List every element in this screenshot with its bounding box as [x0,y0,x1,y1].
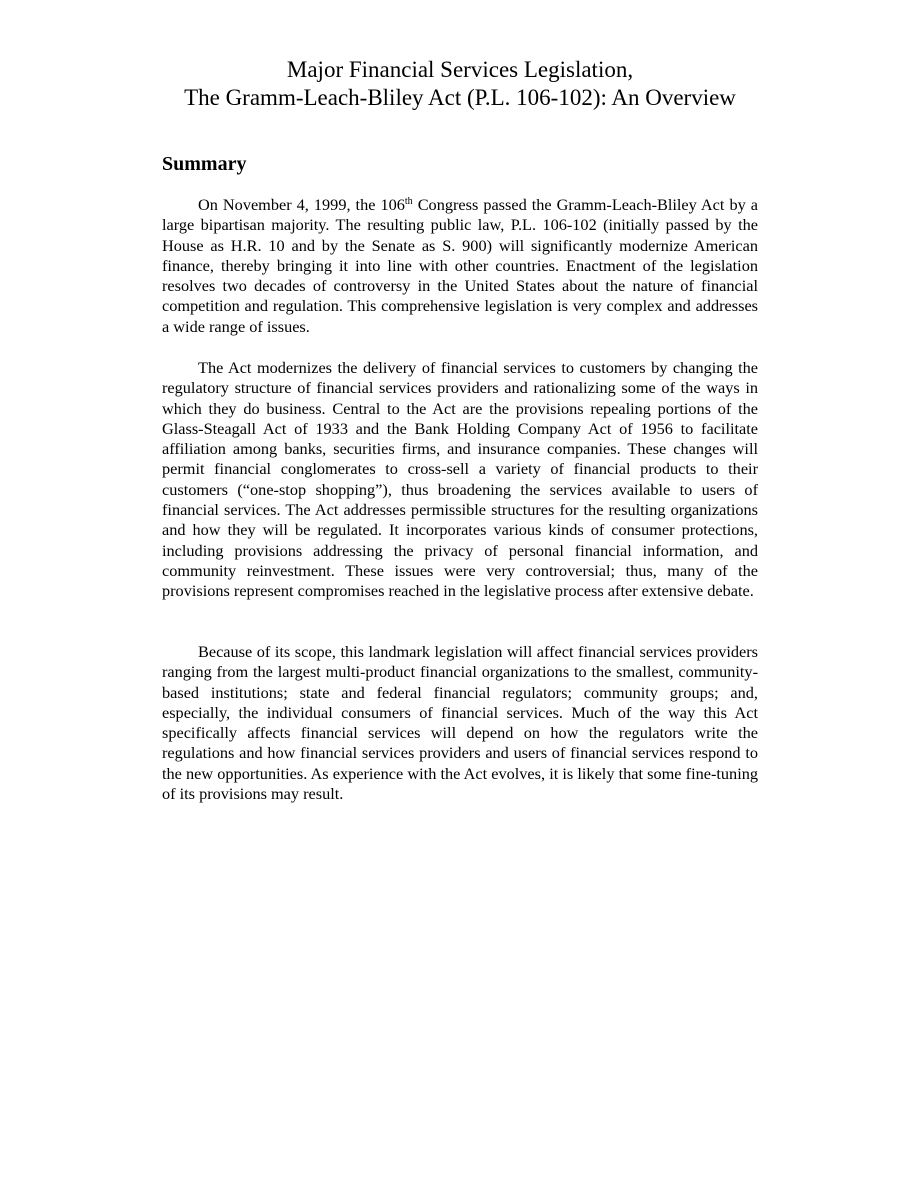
ordinal-superscript: th [404,196,413,207]
paragraph-1-text-start: On November 4, 1999, the 106 [198,195,405,214]
summary-paragraph-2: The Act modernizes the delivery of financial services to customers by changing the regulatory structure of financial services providers and rationalizing some of the ways in which they do business. Central to the Act are the provisions repealing portions of the Glass-Steagall Act of 1933 and the Bank Holding Company Act of 1956 to facilitate affiliation among banks, securities firms, and insurance companies. These changes will permit financial conglomerates to cross-sell a variety of financial products to their customers (“one-stop shopping”), thus broadening the services available to users of financial services. The Act addresses permissible structures for the resulting organizations and how they will be regulated. It incorporates various kinds of consumer protections, including provisions addressing the privacy of personal financial information, and community reinvestment. These issues were very controversial; thus, many of the provisions represent compromises reached in the legislative process after extensive debate. [162,358,758,601]
summary-paragraph-3: Because of its scope, this landmark legislation will affect financial services providers ranging from the largest multi-product financial organizations to the smallest, community-based institutions; state and federal financial regulators; community groups; and, especially, the individual consumers of financial services. Much of the way this Act specifically affects financial services will depend on how the regulators write the regulations and how financial services providers and users of financial services respond to the new opportunities. As experience with the Act evolves, it is likely that some fine-tuning of its provisions may result. [162,642,758,804]
document-title-line-1: Major Financial Services Legislation, [286,57,634,82]
section-heading: Summary [162,153,247,175]
document-title-line-2: The Gramm-Leach-Bliley Act (P.L. 106-102): An Overview [184,85,736,110]
summary-paragraph-1 [162,195,758,337]
document-title [0,56,920,112]
paragraph-1-text-end: Congress passed the Gramm-Leach-Bliley Act by a large bipartisan majority. The resulting public law, P.L. 106-102 (initially passed by the House as H.R. 10 and by the Senate as S. 900) will significantly modernize American finance, thereby bringing it into line with other countries. Enactment of the legislation resolves two decades of controversy in the United States about the nature of financial competition and regulation. This comprehensive legislation is very complex and addresses a wide range of issues. [162,195,758,336]
